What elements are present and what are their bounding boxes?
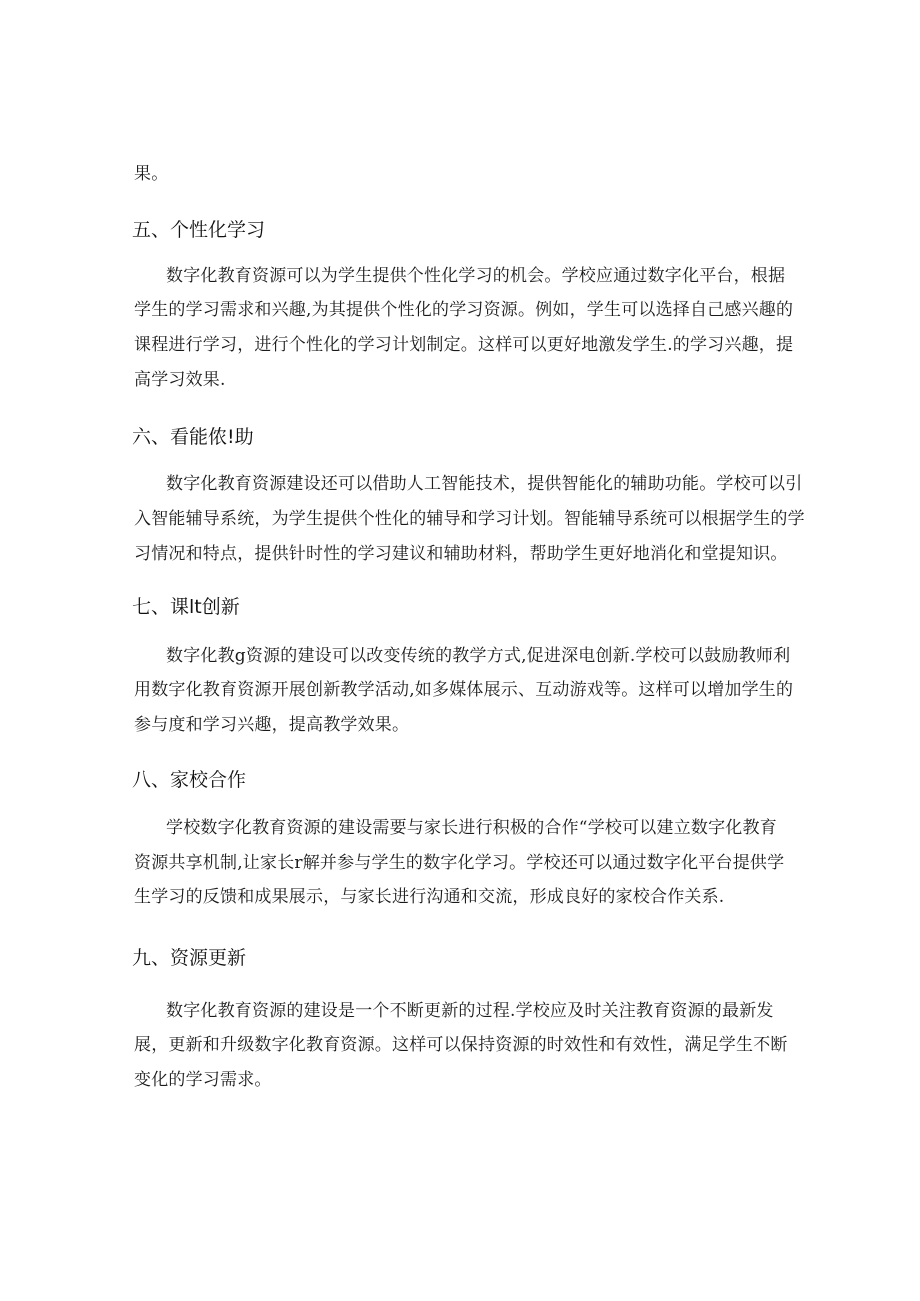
paragraph-line: 数字化教育资源可以为学生提供个性化学习的机会。学校应通过数字化平台，根据 <box>166 266 786 286</box>
paragraph-line: 展，更新和升级数字化教育资源。这样可以保持资源的时效性和有效性，满足学生不断 <box>134 1035 788 1055</box>
paragraph-line: 数字化教g资源的建设可以改变传统的教学方式,促进深电创新.学校可以鼓励教师利 <box>166 646 791 666</box>
section-heading-9: 九、资源更新 <box>132 947 247 969</box>
paragraph-line: 入智能辅导系统，为学生提供个性化的辅导和学习计划。智能辅导系统可以根据学生的学 <box>134 509 805 529</box>
section-heading-5: 五、个性化学习 <box>132 219 266 241</box>
paragraph-line: 课程进行学习，进行个性化的学习计划制定。这样可以更好地激发学生.的学习兴趣，提 <box>134 335 794 355</box>
paragraph-line: 学生的学习需求和兴趣,为其提供个性化的学习资源。例如，学生可以选择自己感兴趣的 <box>134 300 794 320</box>
paragraph-line: 数字化教育资源建设还可以借助人工智能技术，提供智能化的辅助功能。学校可以引 <box>166 474 803 494</box>
section-heading-6: 六、看能侬!助 <box>132 426 254 448</box>
paragraph-line: 数字化教育资源的建设是一个不断更新的过程.学校应及时关注教育资源的最新发 <box>166 1001 774 1021</box>
intro-tail-text: 果。 <box>134 164 169 184</box>
paragraph-line: 生学习的反馈和成果展示，与家长进行沟通和交流，形成良好的家校合作关系. <box>134 887 725 907</box>
section-heading-8: 八、家校合作 <box>132 769 247 791</box>
paragraph-line: 资源共享机制,让家长r解并参与学生的数字化学习。学校还可以通过数字化平台提供学 <box>134 853 785 873</box>
paragraph-line: 高学习效果. <box>134 370 226 390</box>
paragraph-line: 用数字化教育资源开展创新教学活动,如多媒体展示、互动游戏等。这样可以增加学生的 <box>134 680 794 700</box>
paragraph-line: 参与度和学习兴趣，提高教学效果。 <box>134 715 410 735</box>
section-heading-7: 七、课lt创新 <box>132 596 240 618</box>
paragraph-line: 学校数字化教育资源的建设需要与家长进行积极的合作“学校可以建立数字化教育 <box>166 818 777 838</box>
paragraph-line: 变化的学习需求。 <box>134 1070 272 1090</box>
paragraph-line: 习情况和特点，提供针时性的学习建议和辅助材料，帮助学生更好地消化和堂提知识。 <box>134 544 788 564</box>
